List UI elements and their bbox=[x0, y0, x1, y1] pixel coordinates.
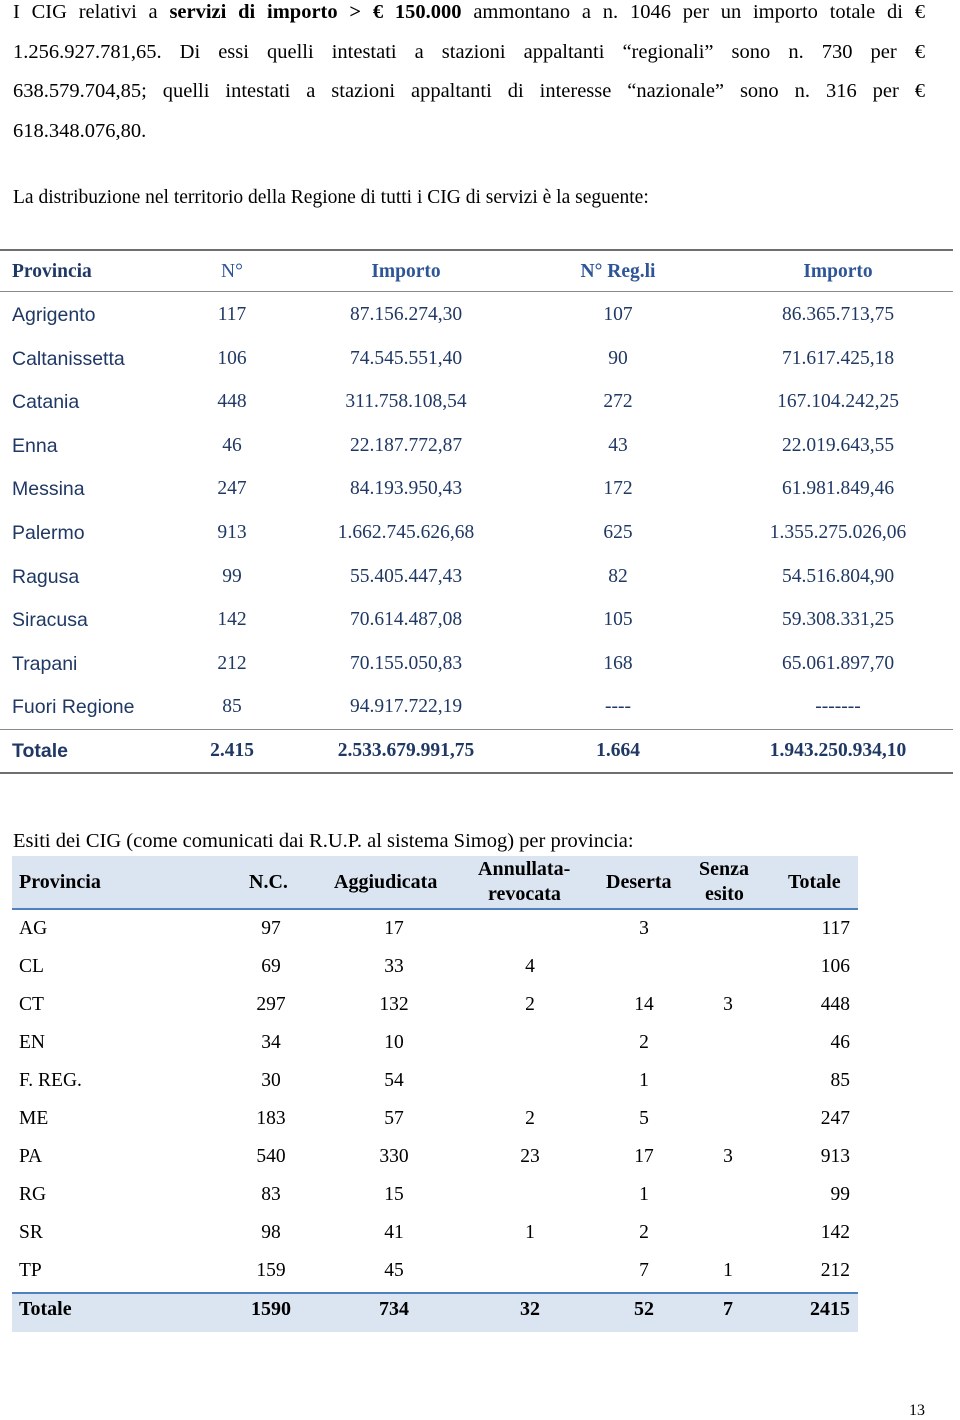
row-deserta: 5 bbox=[639, 1108, 649, 1129]
row-provincia: SR bbox=[19, 1222, 43, 1243]
table-row bbox=[0, 304, 953, 334]
row-senza-esito: 3 bbox=[723, 1146, 733, 1167]
row-provincia: Enna bbox=[12, 435, 58, 457]
row-aggiudicata: 15 bbox=[384, 1184, 404, 1205]
row-n: 247 bbox=[217, 478, 247, 499]
row-nc: 297 bbox=[256, 994, 286, 1015]
row-importo-regionali: 1.355.275.026,06 bbox=[769, 522, 907, 543]
row-nc: 69 bbox=[261, 956, 281, 977]
table-row bbox=[12, 1178, 858, 1216]
row-importo-regionali: 54.516.804,90 bbox=[781, 566, 895, 587]
row-n-regionali: 107 bbox=[603, 304, 633, 325]
total-label: Totale bbox=[19, 1298, 72, 1320]
header-importo: Importo bbox=[371, 261, 441, 282]
header-provincia: Provincia bbox=[19, 871, 101, 893]
row-provincia: AG bbox=[19, 918, 48, 939]
page-number: 13 bbox=[909, 1402, 925, 1419]
row-totale: 448 bbox=[820, 994, 850, 1015]
row-aggiudicata: 45 bbox=[384, 1260, 404, 1281]
intro-line-4: 618.348.076,80. bbox=[13, 119, 147, 142]
table-row bbox=[12, 912, 858, 950]
row-importo: 87.156.274,30 bbox=[349, 304, 463, 325]
row-n: 913 bbox=[217, 522, 247, 543]
row-deserta: 1 bbox=[639, 1184, 649, 1205]
row-n: 106 bbox=[217, 348, 247, 369]
header-n-regionali: N° Reg.li bbox=[580, 261, 656, 282]
row-importo: 1.662.745.626,68 bbox=[337, 522, 475, 543]
row-nc: 34 bbox=[261, 1032, 281, 1053]
row-senza-esito: 3 bbox=[723, 994, 733, 1015]
row-n: 99 bbox=[222, 566, 242, 587]
row-provincia: CL bbox=[19, 956, 44, 977]
row-provincia: Siracusa bbox=[12, 609, 88, 631]
header-provincia: Provincia bbox=[12, 261, 92, 282]
row-nc: 97 bbox=[261, 918, 281, 939]
row-aggiudicata: 41 bbox=[384, 1222, 404, 1243]
intro-emphasis: servizi di importo > € 150.000 bbox=[169, 1, 462, 23]
row-n: 46 bbox=[222, 435, 242, 456]
section-title: Esiti dei CIG (come comunicati dai R.U.P. al sistema Simog) per provincia: bbox=[13, 830, 634, 852]
row-n-regionali: 168 bbox=[603, 653, 633, 674]
row-provincia: Trapani bbox=[12, 653, 78, 675]
total-label: Totale bbox=[12, 740, 68, 762]
row-deserta: 2 bbox=[639, 1032, 649, 1053]
distribution-paragraph: La distribuzione nel territorio della Regione di tutti i CIG di servizi è la seguente: bbox=[13, 187, 649, 208]
total-n: 2.415 bbox=[210, 740, 254, 761]
row-n: 448 bbox=[217, 391, 247, 412]
total-importo: 2.533.679.991,75 bbox=[337, 740, 475, 761]
table-row bbox=[12, 1140, 858, 1178]
table-row bbox=[0, 653, 953, 683]
table-row bbox=[0, 566, 953, 596]
row-senza-esito: 1 bbox=[723, 1260, 733, 1281]
table-row bbox=[12, 1102, 858, 1140]
row-aggiudicata: 132 bbox=[379, 994, 409, 1015]
header-nc: N.C. bbox=[249, 871, 288, 893]
table-row bbox=[0, 522, 953, 552]
row-importo-regionali: ------- bbox=[815, 696, 861, 717]
total-n-regionali: 1.664 bbox=[596, 740, 640, 761]
row-n-regionali: 105 bbox=[603, 609, 633, 630]
row-totale: 117 bbox=[821, 918, 850, 939]
row-totale: 913 bbox=[820, 1146, 850, 1167]
row-importo: 22.187.772,87 bbox=[349, 435, 463, 456]
outcomes-header-row bbox=[12, 856, 858, 910]
table-row bbox=[12, 1216, 858, 1254]
row-aggiudicata: 17 bbox=[384, 918, 404, 939]
row-totale: 99 bbox=[830, 1184, 850, 1205]
row-n-regionali: 625 bbox=[603, 522, 633, 543]
row-importo-regionali: 59.308.331,25 bbox=[781, 609, 895, 630]
table-row bbox=[12, 1064, 858, 1102]
row-provincia: Agrigento bbox=[12, 304, 96, 326]
row-n: 142 bbox=[217, 609, 247, 630]
header-divider bbox=[0, 291, 953, 292]
row-n-regionali: 82 bbox=[608, 566, 628, 587]
row-importo-regionali: 22.019.643,55 bbox=[781, 435, 895, 456]
row-n-regionali: ---- bbox=[605, 696, 631, 717]
table-row bbox=[12, 1254, 858, 1292]
row-deserta: 2 bbox=[639, 1222, 649, 1243]
row-provincia: CT bbox=[19, 994, 44, 1015]
row-provincia: TP bbox=[19, 1260, 42, 1281]
row-annullata: 2 bbox=[525, 1108, 535, 1129]
row-totale: 85 bbox=[830, 1070, 850, 1091]
header-senza-line1: Senza bbox=[699, 858, 749, 880]
row-importo: 311.758.108,54 bbox=[345, 391, 467, 412]
row-aggiudicata: 330 bbox=[379, 1146, 409, 1167]
row-importo-regionali: 86.365.713,75 bbox=[781, 304, 895, 325]
row-deserta: 3 bbox=[639, 918, 649, 939]
row-provincia: EN bbox=[19, 1032, 45, 1053]
header-totale: Totale bbox=[788, 871, 841, 893]
row-aggiudicata: 54 bbox=[384, 1070, 404, 1091]
row-provincia: Catania bbox=[12, 391, 80, 413]
row-importo-regionali: 71.617.425,18 bbox=[781, 348, 895, 369]
row-importo-regionali: 61.981.849,46 bbox=[781, 478, 895, 499]
row-deserta: 7 bbox=[639, 1260, 649, 1281]
row-nc: 159 bbox=[256, 1260, 286, 1281]
row-provincia: RG bbox=[19, 1184, 47, 1205]
total-importo-regionali: 1.943.250.934,10 bbox=[769, 740, 907, 761]
row-nc: 30 bbox=[261, 1070, 281, 1091]
row-totale: 46 bbox=[830, 1032, 850, 1053]
row-importo: 70.614.487,08 bbox=[349, 609, 463, 630]
header-n: N° bbox=[221, 261, 243, 282]
header-aggiudicata: Aggiudicata bbox=[334, 871, 438, 893]
table-bottom-border bbox=[0, 772, 953, 774]
row-deserta: 17 bbox=[634, 1146, 654, 1167]
row-aggiudicata: 10 bbox=[384, 1032, 404, 1053]
header-annullata-line2: revocata bbox=[488, 883, 561, 905]
row-provincia: ME bbox=[19, 1108, 49, 1129]
table-row bbox=[0, 609, 953, 639]
total-totale: 2415 bbox=[810, 1298, 850, 1320]
row-importo: 74.545.551,40 bbox=[349, 348, 463, 369]
row-n-regionali: 90 bbox=[608, 348, 628, 369]
row-nc: 540 bbox=[256, 1146, 286, 1167]
row-totale: 247 bbox=[820, 1108, 850, 1129]
table-row bbox=[0, 391, 953, 421]
intro-line-1: I CIG relativi a servizi di importo > € 150.000 ammontano a n. 1046 per un importo totale di € bbox=[13, 1, 925, 23]
total-senza-esito: 7 bbox=[723, 1298, 733, 1320]
row-importo: 70.155.050,83 bbox=[349, 653, 463, 674]
total-annullata: 32 bbox=[520, 1298, 540, 1320]
intro-line-3: 638.579.704,85; quelli intestati a stazioni appaltanti di interesse “nazionale” sono n. 316 per € bbox=[13, 80, 925, 102]
row-nc: 98 bbox=[261, 1222, 281, 1243]
header-deserta: Deserta bbox=[606, 871, 672, 893]
row-annullata: 2 bbox=[525, 994, 535, 1015]
row-provincia: Fuori Regione bbox=[12, 696, 135, 718]
table-row bbox=[0, 435, 953, 465]
row-importo: 94.917.722,19 bbox=[349, 696, 463, 717]
outcomes-total-row bbox=[12, 1292, 858, 1332]
header-senza-line2: esito bbox=[705, 883, 744, 905]
total-nc: 1590 bbox=[251, 1298, 291, 1320]
row-nc: 183 bbox=[256, 1108, 286, 1129]
table-total-row bbox=[0, 740, 953, 770]
header-annullata-line1: Annullata- bbox=[478, 858, 571, 880]
total-divider bbox=[0, 729, 953, 730]
row-deserta: 1 bbox=[639, 1070, 649, 1091]
row-provincia: Messina bbox=[12, 478, 85, 500]
row-importo: 55.405.447,43 bbox=[349, 566, 463, 587]
row-importo: 84.193.950,43 bbox=[349, 478, 463, 499]
total-deserta: 52 bbox=[634, 1298, 654, 1320]
row-annullata: 23 bbox=[520, 1146, 540, 1167]
row-importo-regionali: 167.104.242,25 bbox=[777, 391, 899, 412]
table-top-border bbox=[0, 249, 953, 251]
row-n: 212 bbox=[217, 653, 247, 674]
row-provincia: Palermo bbox=[12, 522, 85, 544]
row-totale: 142 bbox=[820, 1222, 850, 1243]
table-row bbox=[0, 478, 953, 508]
row-aggiudicata: 57 bbox=[384, 1108, 404, 1129]
intro-paragraph bbox=[13, 0, 925, 151]
row-totale: 106 bbox=[820, 956, 850, 977]
intro-line-2: 1.256.927.781,65. Di essi quelli intestati a stazioni appaltanti “regionali” sono n. 730 per € bbox=[13, 40, 925, 63]
row-annullata: 4 bbox=[525, 956, 535, 977]
row-n-regionali: 272 bbox=[603, 391, 633, 412]
total-aggiudicata: 734 bbox=[379, 1298, 409, 1320]
row-nc: 83 bbox=[261, 1184, 281, 1205]
row-aggiudicata: 33 bbox=[384, 956, 404, 977]
row-n-regionali: 172 bbox=[603, 478, 633, 499]
table-row bbox=[0, 348, 953, 378]
row-n: 85 bbox=[222, 696, 242, 717]
row-provincia: Caltanissetta bbox=[12, 348, 125, 370]
table-header-row bbox=[0, 261, 953, 291]
row-n-regionali: 43 bbox=[608, 435, 628, 456]
row-provincia: F. REG. bbox=[19, 1070, 82, 1091]
row-totale: 212 bbox=[820, 1260, 850, 1281]
table-row bbox=[0, 696, 953, 726]
row-annullata: 1 bbox=[525, 1222, 535, 1243]
row-n: 117 bbox=[217, 304, 247, 325]
row-deserta: 14 bbox=[634, 994, 654, 1015]
table-row bbox=[12, 950, 858, 988]
row-importo-regionali: 65.061.897,70 bbox=[781, 653, 895, 674]
header-importo-regionali: Importo bbox=[803, 261, 873, 282]
table-row bbox=[12, 988, 858, 1026]
table-row bbox=[12, 1026, 858, 1064]
row-provincia: Ragusa bbox=[12, 566, 80, 588]
row-provincia: PA bbox=[19, 1146, 43, 1167]
